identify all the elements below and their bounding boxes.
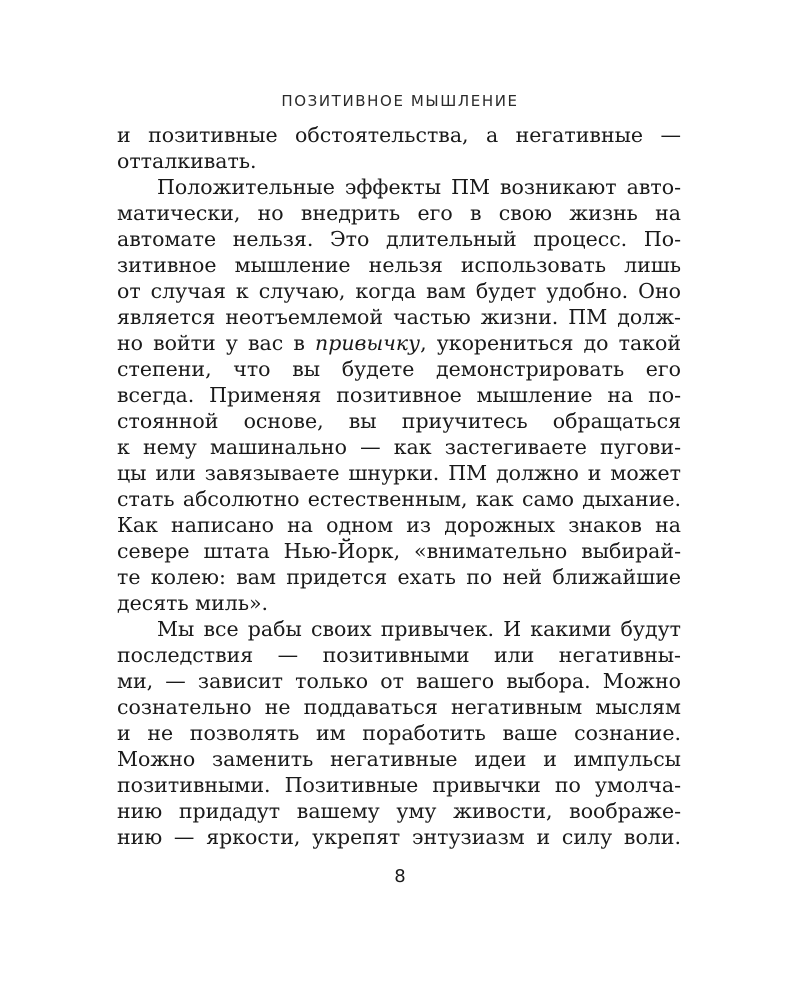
text-line: и не позволять им поработить ваше сознание. bbox=[117, 721, 681, 745]
text-line: те колею: вам придется ехать по ней ближайшие bbox=[117, 565, 681, 589]
text-line: нию придадут вашему уму живости, воображе- bbox=[117, 799, 681, 823]
text-line: последствия — позитивными или негативны- bbox=[117, 643, 681, 667]
text-line: зитивное мышление нельзя использовать лишь bbox=[117, 253, 681, 277]
text-line: всегда. Применяя позитивное мышление на по- bbox=[117, 383, 681, 407]
text-line: является неотъемлемой частью жизни. ПМ долж- bbox=[117, 305, 681, 329]
text-line: стоянной основе, вы приучитесь обращаться bbox=[117, 409, 681, 433]
text-line: Можно заменить негативные идеи и импульсы bbox=[117, 747, 681, 771]
text-segment: , укорениться до такой bbox=[420, 331, 681, 355]
text-line: Положительные эффекты ПМ возникают авто- bbox=[157, 175, 681, 199]
text-line: нию — яркости, укрепят энтузиазм и силу воли. bbox=[117, 825, 681, 849]
text-line: Как написано на одном из дорожных знаков на bbox=[117, 513, 681, 537]
text-line: к нему машинально — как застегиваете пугови- bbox=[117, 435, 681, 459]
text-line: от случая к случаю, когда вам будет удобно. Оно bbox=[117, 279, 681, 303]
italic-emphasis: привычку bbox=[315, 331, 421, 355]
text-line-with-emphasis bbox=[117, 330, 681, 356]
text-line: стать абсолютно естественным, как само дыхание. bbox=[117, 487, 681, 511]
text-line: позитивными. Позитивные привычки по умолча- bbox=[117, 773, 681, 797]
text-line: матически, но внедрить его в свою жизнь на bbox=[117, 201, 681, 225]
text-line: цы или завязываете шнурки. ПМ должно и может bbox=[117, 461, 681, 485]
text-line: Мы все рабы своих привычек. И какими будут bbox=[157, 617, 681, 641]
text-line: севере штата Нью-Йорк, «внимательно выбирай- bbox=[117, 539, 681, 563]
text-segment: но войти у вас в bbox=[117, 331, 316, 355]
running-head: ПОЗИТИВНОЕ МЫШЛЕНИЕ bbox=[281, 92, 519, 110]
text-line: степени, что вы будете демонстрировать его bbox=[117, 357, 681, 381]
text-line: сознательно не поддаваться негативным мыслям bbox=[117, 695, 681, 719]
text-line: и позитивные обстоятельства, а негативные — bbox=[117, 123, 681, 147]
text-line: отталкивать. bbox=[117, 149, 257, 173]
page-number: 8 bbox=[394, 866, 406, 887]
text-line: автомате нельзя. Это длительный процесс. По- bbox=[117, 227, 681, 251]
body-text bbox=[117, 122, 681, 850]
text-line: десять миль». bbox=[117, 591, 269, 615]
text-line: ми, — зависит только от вашего выбора. Можно bbox=[117, 669, 681, 693]
